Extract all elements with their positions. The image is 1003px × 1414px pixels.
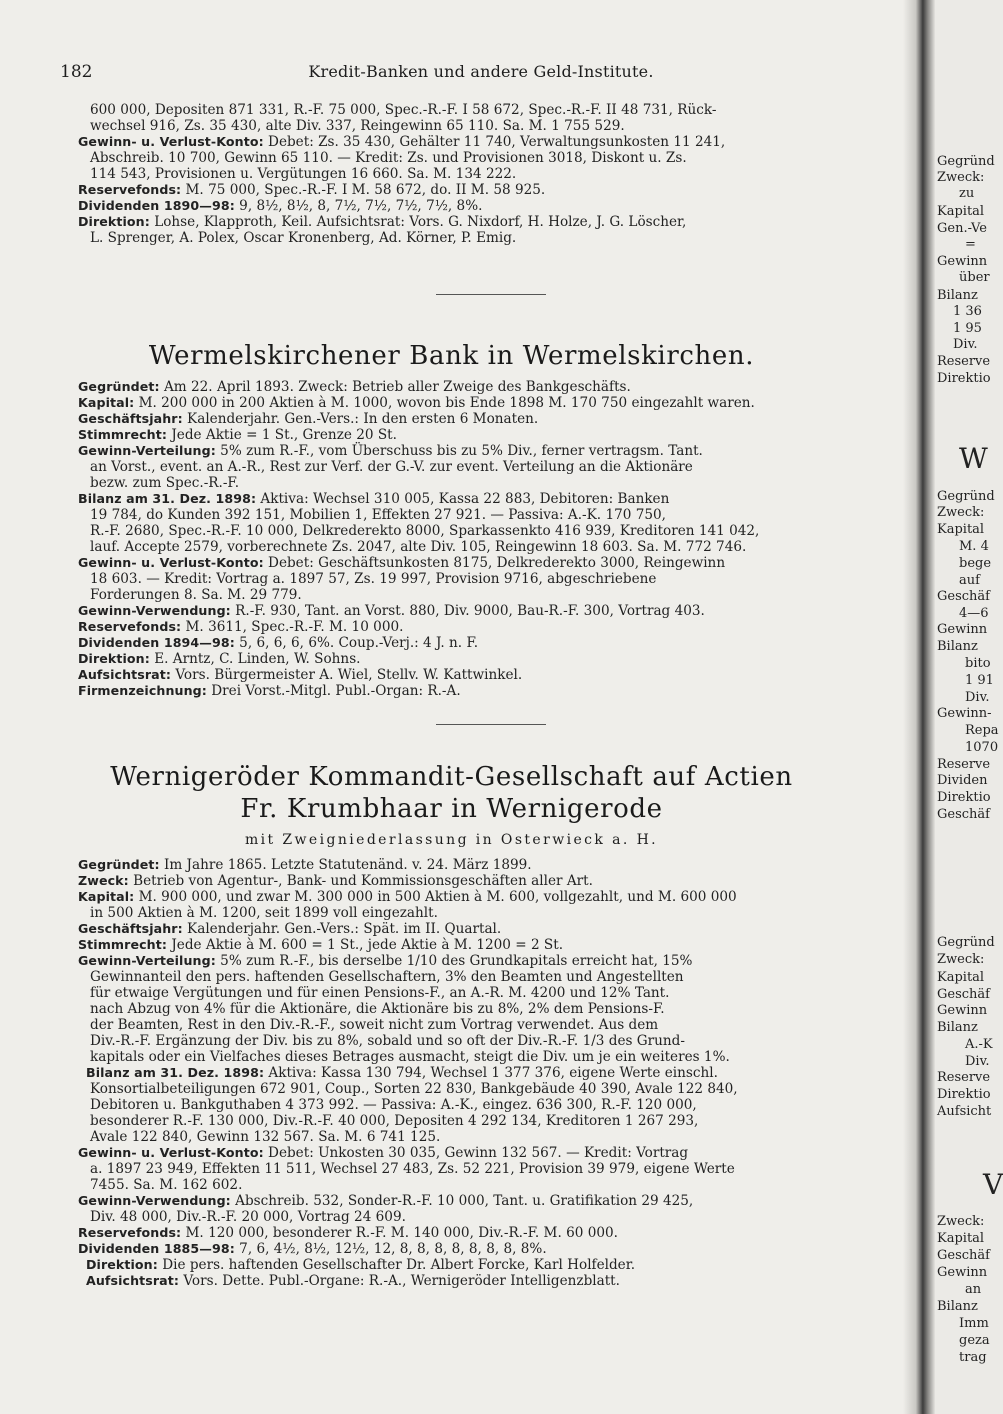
section-divider — [436, 294, 546, 295]
fragment-text: Div. — [965, 690, 990, 705]
text-line: Zweck: Betrieb von Agentur-, Bank- und Kommissionsgeschäften aller Art. — [78, 873, 593, 889]
fragment-text: M. 4 — [959, 539, 989, 554]
text-line: Abschreib. 10 700, Gewinn 65 110. — Kredit: Zs. und Provisionen 3018, Diskont u. Zs. — [90, 150, 687, 166]
fragment-text: Bilanz — [937, 1020, 978, 1035]
page-number: 182 — [60, 62, 93, 82]
fragment-text: Gegründ — [937, 935, 995, 950]
fragment-text: an — [965, 1282, 982, 1297]
text-line: Gewinn-Verwendung: Abschreib. 532, Sonder-R.-F. 10 000, Tant. u. Gratifikation 29 425, — [78, 1193, 694, 1209]
text-line: an Vorst., event. an A.-R., Rest zur Verf. der G.-V. zur event. Verteilung an die Aktionäre — [90, 459, 693, 475]
text-line: 18 603. — Kredit: Vortrag a. 1897 57, Zs. 19 997, Provision 9716, abgeschriebene — [90, 571, 657, 587]
fragment-text: Div. — [965, 1054, 990, 1069]
fragment-text: Direktio — [937, 1087, 991, 1102]
fragment-heading: V — [983, 1168, 1003, 1201]
fragment-text: Zweck: — [937, 170, 985, 185]
entry-title: Wernigeröder Kommandit-Gesellschaft auf Actien — [110, 762, 793, 792]
fragment-text: Reserve — [937, 757, 991, 772]
fragment-text: Div. — [953, 337, 978, 352]
fragment-text: Geschäf — [937, 589, 990, 604]
text-line: Aufsichtsrat: Vors. Bürgermeister A. Wiel, Stellv. W. Kattwinkel. — [78, 667, 523, 683]
text-line: Kapital: M. 200 000 in 200 Aktien à M. 1000, wovon bis Ende 1898 M. 170 750 eingezahlt waren. — [78, 395, 755, 411]
text-line: Dividenden 1885—98: 7, 6, 4½, 8½, 12½, 12, 8, 8, 8, 8, 8, 8, 8, 8%. — [78, 1241, 547, 1257]
text-line: Firmenzeichnung: Drei Vorst.-Mitgl. Publ.-Organ: R.-A. — [78, 683, 461, 699]
entry-title: Wermelskirchener Bank in Wermelskirchen. — [148, 341, 755, 371]
fragment-heading: W — [959, 442, 988, 475]
fragment-text: Gen.-Ve — [937, 221, 987, 236]
text-line: Gegründet: Im Jahre 1865. Letzte Statutenänd. v. 24. März 1899. — [78, 857, 532, 873]
text-line: Div. 48 000, Div.-R.-F. 20 000, Vortrag 24 609. — [90, 1209, 406, 1225]
entry-title-line2: Fr. Krumbhaar in Wernigerode — [240, 794, 663, 824]
fragment-text: Gewinn — [937, 1003, 988, 1018]
text-line: in 500 Aktien à M. 1200, seit 1899 voll eingezahlt. — [90, 905, 438, 921]
fragment-text: 1 91 — [965, 673, 994, 688]
text-line: der Beamten, Rest in den Div.-R.-F., soweit nicht zum Vortrag verwendet. Aus dem — [90, 1017, 659, 1033]
text-line: Avale 122 840, Gewinn 132 567. Sa. M. 6 741 125. — [90, 1129, 441, 1145]
text-line: wechsel 916, Zs. 35 430, alte Div. 337, Reingewinn 65 110. Sa. M. 1 755 529. — [90, 118, 625, 134]
text-line: Forderungen 8. Sa. M. 29 779. — [90, 587, 302, 603]
fragment-text: Kapital — [937, 522, 985, 537]
text-line: Reservefonds: M. 3611, Spec.-R.-F. M. 10 000. — [78, 619, 404, 635]
fragment-text: Dividen — [937, 773, 988, 788]
fragment-text: Gegründ — [937, 489, 995, 504]
fragment-text: trag — [959, 1350, 987, 1365]
text-line: Reservefonds: M. 75 000, Spec.-R.-F. I M. 58 672, do. II M. 58 925. — [78, 182, 546, 198]
text-line: Stimmrecht: Jede Aktie à M. 600 = 1 St., jede Aktie à M. 1200 = 2 St. — [78, 937, 564, 953]
running-title: Kredit-Banken und andere Geld-Institute. — [308, 62, 654, 81]
fragment-text: Zweck: — [937, 505, 985, 520]
text-line: Gewinn- u. Verlust-Konto: Debet: Geschäftsunkosten 8175, Delkrederekto 3000, Reingewinn — [78, 555, 726, 571]
text-line: Dividenden 1890—98: 9, 8½, 8½, 8, 7½, 7½, 7½, 7½, 8%. — [78, 198, 483, 214]
fragment-text: Gewinn- — [937, 706, 992, 721]
text-line: Geschäftsjahr: Kalenderjahr. Gen.-Vers.: Spät. im II. Quartal. — [78, 921, 502, 937]
fragment-text: Direktio — [937, 790, 991, 805]
fragment-text: geza — [959, 1333, 990, 1348]
text-line: Direktion: Die pers. haftenden Gesellschafter Dr. Albert Forcke, Karl Holfelder. — [86, 1257, 636, 1273]
fragment-text: Kapital — [937, 204, 985, 219]
text-line: kapitals oder ein Vielfaches dieses Betrages ausmacht, steigt die Div. um je ein weiteres 1%. — [90, 1049, 730, 1065]
fragment-text: Bilanz — [937, 639, 978, 654]
fragment-text: Gewinn — [937, 1265, 988, 1280]
text-line: Bilanz am 31. Dez. 1898: Aktiva: Wechsel 310 005, Kassa 22 883, Debitoren: Banken — [78, 491, 670, 507]
text-line: lauf. Accepte 2579, vorberechnete Zs. 2047, alte Div. 105, Reingewinn 18 603. Sa. M. 772 746. — [90, 539, 747, 555]
fragment-text: über — [959, 270, 990, 285]
text-line: Gewinn-Verwendung: R.-F. 930, Tant. an Vorst. 880, Div. 9000, Bau-R.-F. 300, Vortrag 403. — [78, 603, 705, 619]
text-line: bezw. zum Spec.-R.-F. — [90, 475, 240, 491]
text-line: nach Abzug von 4% für die Aktionäre, die Aktionäre bis zu 8%, 2% dem Pensions-F. — [90, 1001, 665, 1017]
text-line: Gewinn- u. Verlust-Konto: Debet: Zs. 35 430, Gehälter 11 740, Verwaltungsunkosten 11 241, — [78, 134, 726, 150]
text-line: Geschäftsjahr: Kalenderjahr. Gen.-Vers.: In den ersten 6 Monaten. — [78, 411, 539, 427]
fragment-text: Bilanz — [937, 288, 978, 303]
fragment-text: Kapital — [937, 970, 985, 985]
fragment-text: = — [965, 237, 976, 252]
text-line: R.-F. 2680, Spec.-R.-F. 10 000, Delkrederekto 8000, Sparkassenkto 416 939, Kreditoren 141 042, — [90, 523, 760, 539]
fragment-text: Direktio — [937, 371, 991, 386]
fragment-text: Gegründ — [937, 154, 995, 169]
fragment-text: zu — [959, 186, 975, 201]
fragment-text: Kapital — [937, 1231, 985, 1246]
entry-subtitle: mit Zweigniederlassung in Osterwieck a. H. — [244, 832, 659, 848]
fragment-text: Repa — [965, 723, 999, 738]
text-line: 7455. Sa. M. 162 602. — [90, 1177, 243, 1193]
fragment-text: auf — [959, 573, 980, 588]
fragment-text: Geschäf — [937, 1248, 990, 1263]
fragment-text: Imm — [959, 1316, 989, 1331]
fragment-text: Reserve — [937, 354, 991, 369]
text-line: Reservefonds: M. 120 000, besonderer R.-F. M. 140 000, Div.-R.-F. M. 60 000. — [78, 1225, 618, 1241]
text-line: Gegründet: Am 22. April 1893. Zweck: Betrieb aller Zweige des Bankgeschäfts. — [78, 379, 631, 395]
fragment-text: Gewinn — [937, 622, 988, 637]
fragment-text: 1 36 — [953, 304, 982, 319]
text-line: Debitoren u. Bankguthaben 4 373 992. — Passiva: A.-K., eingez. 636 300, R.-F. 120 000, — [90, 1097, 697, 1113]
text-line: 114 543, Provisionen u. Vergütungen 16 660. Sa. M. 134 222. — [90, 166, 517, 182]
fragment-text: bito — [965, 656, 991, 671]
text-line: Aufsichtsrat: Vors. Dette. Publ.-Organe: R.-A., Wernigeröder Intelligenzblatt. — [86, 1273, 620, 1289]
text-line: Bilanz am 31. Dez. 1898: Aktiva: Kassa 130 794, Wechsel 1 377 376, eigene Werte einschl. — [86, 1065, 718, 1081]
fragment-text: Gewinn — [937, 254, 988, 269]
text-line: Direktion: Lohse, Klapproth, Keil. Aufsichtsrat: Vors. G. Nixdorf, H. Holze, J. G. Löscher, — [78, 214, 687, 230]
fragment-text: Aufsicht — [937, 1104, 992, 1119]
text-line: Gewinn- u. Verlust-Konto: Debet: Unkosten 30 035, Gewinn 132 567. — Kredit: Vortrag — [78, 1145, 689, 1161]
text-line: Stimmrecht: Jede Aktie = 1 St., Grenze 20 St. — [78, 427, 397, 443]
text-line: Gewinn-Verteilung: 5% zum R.-F., vom Überschuss bis zu 5% Div., ferner vertragsm. Tant. — [78, 443, 703, 459]
text-line: Kapital: M. 900 000, und zwar M. 300 000 in 500 Aktien à M. 600, vollgezahlt, und M. 600 000 — [78, 889, 737, 905]
text-line: besonderer R.-F. 130 000, Div.-R.-F. 40 000, Depositen 4 292 134, Kreditoren 1 267 293, — [90, 1113, 699, 1129]
fragment-text: bege — [959, 556, 992, 571]
fragment-text: 4—6 — [959, 606, 989, 621]
text-line: 600 000, Depositen 871 331, R.-F. 75 000, Spec.-R.-F. I 58 672, Spec.-R.-F. II 48 731, Rück- — [90, 102, 717, 118]
adjacent-page-fragment — [935, 0, 1003, 1414]
fragment-text: Zweck: — [937, 952, 985, 967]
text-line: a. 1897 23 949, Effekten 11 511, Wechsel 27 483, Zs. 52 221, Provision 39 979, eigene Werte — [90, 1161, 735, 1177]
fragment-text: A.-K — [965, 1037, 993, 1052]
text-line: Div.-R.-F. Ergänzung der Div. bis zu 8%, sobald und so oft der Div.-R.-F. 1/3 des Grund- — [90, 1033, 685, 1049]
page-header — [60, 62, 902, 86]
fragment-text: 1 95 — [953, 321, 982, 336]
text-line: Gewinnanteil den pers. haftenden Gesellschaftern, 3% den Beamten und Angestellten — [90, 969, 684, 985]
page-gutter — [903, 0, 935, 1414]
text-line: Konsortialbeteiligungen 672 901, Coup., Sorten 22 830, Bankgebäude 40 390, Avale 122 840, — [90, 1081, 738, 1097]
text-line: 19 784, do Kunden 392 151, Mobilien 1, Effekten 27 921. — Passiva: A.-K. 170 750, — [90, 507, 666, 523]
fragment-text: Bilanz — [937, 1299, 978, 1314]
fragment-text: Zweck: — [937, 1214, 985, 1229]
text-line: für etwaige Vergütungen und für einen Pensions-F., an A.-R. M. 4200 und 12% Tant. — [90, 985, 670, 1001]
fragment-text: Geschäf — [937, 807, 990, 822]
section-divider — [436, 724, 546, 725]
text-line: Dividenden 1894—98: 5, 6, 6, 6, 6%. Coup.-Verj.: 4 J. n. F. — [78, 635, 479, 651]
fragment-text: Geschäf — [937, 987, 990, 1002]
fragment-text: Reserve — [937, 1070, 991, 1085]
text-line: L. Sprenger, A. Polex, Oscar Kronenberg, Ad. Körner, P. Emig. — [90, 230, 517, 246]
text-line: Direktion: E. Arntz, C. Linden, W. Sohns. — [78, 651, 361, 667]
text-line: Gewinn-Verteilung: 5% zum R.-F., bis derselbe 1/10 des Grundkapitals erreicht hat, 15% — [78, 953, 693, 969]
fragment-text: 1070 — [965, 740, 999, 755]
